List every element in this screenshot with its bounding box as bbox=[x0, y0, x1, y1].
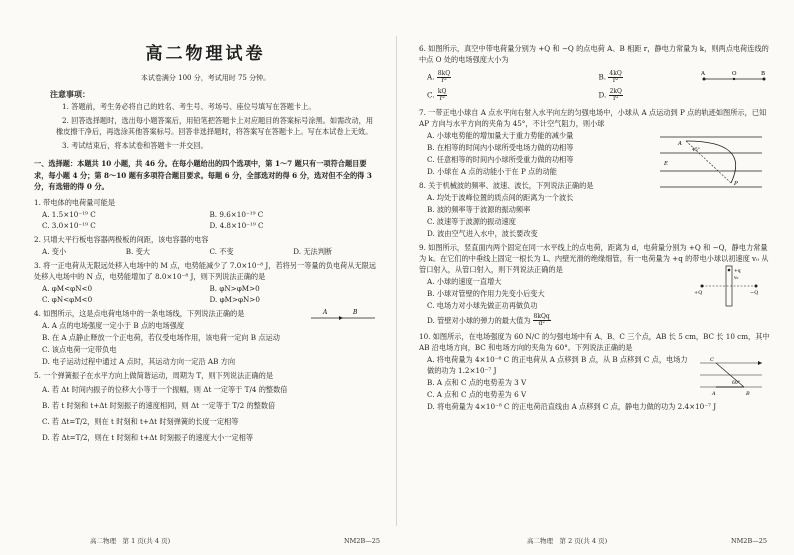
page-footer bbox=[90, 538, 380, 545]
option-d: D. 小球在 A 点的动能小于在 P 点的动能 bbox=[427, 167, 557, 176]
option-a: A. 将电荷量为 4×10⁻⁸ C 的正电荷从 A 点移到 B 点，从 B 点移到 C 点，电场力做的功为 1.2×10⁻⁷ J bbox=[427, 355, 688, 375]
notice-item: 1. 答题前，考生务必将自己的姓名、考生号、考场号、座位号填写在答题卡上。 bbox=[62, 102, 316, 111]
page-title: 高二物理试卷 bbox=[145, 44, 266, 64]
option-c: C. 若 Δt=T/2，则在 t 时刻和 t+Δt 时刻弹簧的长度一定相等 bbox=[42, 416, 239, 426]
question-5 bbox=[34, 370, 377, 443]
option-c: C. 电场力对小球先做正功再做负功 bbox=[427, 301, 538, 310]
option-a: A. 变小 bbox=[42, 246, 67, 256]
question-stem: 4. 如图所示，这是点电荷电场中的一条电场线，下列说法正确的是 bbox=[34, 308, 245, 318]
option-c: C. 该点电荷一定带负电 bbox=[42, 344, 117, 354]
question-3 bbox=[34, 260, 377, 305]
option-b: B. A 点和 C 点的电势差为 3 V bbox=[427, 378, 527, 387]
fraction: $\frac{\text{8kQq}}{\text{d²}}$ bbox=[533, 312, 550, 327]
page-footer bbox=[527, 538, 767, 545]
charge-right-label: −Q bbox=[750, 290, 759, 296]
fraction: $\frac{8kQ}{\text{r²}}$ bbox=[437, 69, 451, 84]
option-c: C. 3.0×10⁻¹⁹ C bbox=[42, 220, 96, 230]
trajectory-figure bbox=[656, 131, 766, 191]
option-d: D. bbox=[598, 90, 607, 99]
field-line-figure bbox=[309, 308, 377, 324]
fraction: $\frac{kQ}{\text{r²}}$ bbox=[437, 87, 447, 102]
notice-section bbox=[34, 90, 377, 151]
exam-info: 本试卷满分 100 分，考试用时 75 分钟。 bbox=[140, 74, 271, 82]
option-b: B. 波的频率等于波源的振动频率 bbox=[427, 205, 531, 214]
option-b: B. 9.6×10⁻¹⁹ C bbox=[209, 209, 264, 219]
option-c: C. 任意相等的时间内小球所受重力做的功相等 bbox=[427, 155, 574, 164]
point-a-label: A bbox=[712, 391, 716, 397]
velocity-label: v₀ bbox=[734, 276, 739, 281]
option-d: D. 4.8×10⁻¹⁹ C bbox=[209, 220, 264, 230]
option-b: B. 在相等的时间内小球所受电场力做的功相等 bbox=[427, 143, 574, 152]
question-stem: 6. 如图所示，真空中带电荷量分别为 +Q 和 −Q 的点电荷 A、B 相距 r，静电力常量为 k，则两点电荷连线的中点 O 处的电场强度大小为 bbox=[419, 44, 769, 64]
footer-code: NM2B—25 bbox=[730, 536, 767, 545]
notice-heading: 注意事项： bbox=[50, 89, 90, 99]
question-stem: 5. 一个弹簧振子在水平方向上做简谐运动，周期为 T，则下列说法正确的是 bbox=[34, 370, 274, 380]
point-c-label: C bbox=[710, 357, 714, 363]
fraction: $\frac{2kQ}{\text{r²}}$ bbox=[609, 87, 622, 102]
charge-left-label: +Q bbox=[694, 290, 703, 296]
question-10 bbox=[419, 331, 770, 412]
option-a: A. φM<φN<0 bbox=[42, 283, 93, 293]
ball-label: +q bbox=[734, 269, 741, 274]
footer-code: NM2B—25 bbox=[343, 536, 380, 545]
charge-b-label: B bbox=[761, 71, 766, 77]
fraction: $\frac{4kQ}{\text{r²}}$ bbox=[609, 69, 622, 84]
question-stem: 10. 如图所示，在电场强度为 60 N/C 的匀强电场中有 A、B、C 三个点，AB 长 5 cm，BC 长 10 cm，其中 AB 沿电场方向，BC 和电场方向的夹角为 60°。下列说法正确的是 bbox=[419, 332, 770, 352]
tube-figure bbox=[694, 264, 764, 308]
option-c: C. bbox=[427, 90, 435, 99]
option-d: D. 电子运动过程中通过 A 点时，其运动方向一定沿 AB 方向 bbox=[42, 356, 236, 366]
question-1 bbox=[34, 197, 377, 231]
option-b: B. 小球对管壁的作用力先变小后变大 bbox=[427, 289, 545, 298]
point-a-label: A bbox=[323, 308, 328, 316]
option-c: C. 波速等于波源的振动速度 bbox=[427, 217, 516, 226]
question-6 bbox=[419, 43, 770, 104]
field-triangle-figure bbox=[696, 355, 766, 399]
question-stem: 7. 一带正电小球自 A 点水平向右射入水平向左的匀强电场中，小球从 A 点运动到 P 点的轨迹如图所示，已知 AP 方向与水平方向的夹角为 45°，不计空气阻力，则小球 bbox=[419, 108, 767, 128]
option-c: C. A 点和 C 点的电势差为 6 V bbox=[427, 390, 527, 399]
question-stem: 9. 如图所示，竖直面内两个固定在同一水平线上的点电荷，距离为 d，电荷量分别为 +Q 和 −Q，静电力常量为 k。在它们的中垂线上固定一根长为 L、内壁光滑的绝缘细管，有一电荷量为 +q 的带电小球以初速度 v₀ 从管口射入，从管口射入，则下列说法正确的是 bbox=[419, 243, 769, 274]
option-d: D. 若 Δt=T/2，则在 t 时刻和 t+Δt 时刻振子的速度大小一定相等 bbox=[42, 432, 254, 442]
question-9 bbox=[419, 242, 770, 328]
question-stem: 3. 将一正电荷从无限远处移入电场中的 M 点，电势能减少了 7.0×10⁻⁸ J，若将另一等量的负电荷从无限远处移入电场中的 N 点，电势能增加了 8.0×10⁻⁸ J，则下列说法正确的是 bbox=[34, 260, 377, 281]
option-d: D. 无法判断 bbox=[293, 246, 333, 256]
page-2 bbox=[397, 0, 794, 555]
notice-item: 2. 回答选择题时，选出每小题答案后，用铅笔把答题卡上对应题目的答案标号涂黑。如需改动，用橡皮擦干净后，再选涂其他答案标号。回答非选择题时，将答案写在答题卡上。写在本试卷上无效。 bbox=[56, 116, 374, 136]
section-heading: 一、选择题：本题共 10 小题，共 46 分。在每小题给出的四个选项中，第 1～7 题只有一项符合题目要求，每小题 4 分；第 8～10 题有多项符合题目要求。每题 6 分，全部选对的得 6 分，选对但不全的得 3 分，有选错的得 0 分。 bbox=[34, 159, 372, 191]
option-b: B. φN>φM>0 bbox=[209, 283, 260, 293]
notice-item: 3. 考试结束后，将本试卷和答题卡一并交回。 bbox=[62, 141, 208, 150]
option-d: D. 将电荷量为 4×10⁻⁸ C 的正电荷沿直线由 A 点移到 C 点，静电力做的功为 2.4×10⁻⁷ J bbox=[427, 402, 717, 411]
option-c: C. φN<φM<0 bbox=[42, 294, 93, 304]
option-b: B. 若 t 时刻和 t+Δt 时刻振子的速度相同，则 Δt 一定等于 T/2 的整数倍 bbox=[42, 400, 276, 410]
option-a: A. 若 Δt 时间内振子的位移大小等于一个振幅，则 Δt 一定等于 T/4 的整数倍 bbox=[42, 384, 288, 394]
option-b: B. 变大 bbox=[125, 246, 150, 256]
option-a: A. 1.5×10⁻¹⁹ C bbox=[42, 209, 96, 219]
option-a: A. A 点的电场强度一定小于 B 点的电场强度 bbox=[42, 320, 185, 330]
option-d: D. φM>φN>0 bbox=[209, 294, 260, 304]
question-stem: 2. 只增大平行板电容器两极板的间距，该电容器的电容 bbox=[34, 234, 209, 244]
option-a: A. 小球电势能的增加量大于重力势能的减少量 bbox=[427, 131, 574, 140]
point-p-label: P bbox=[734, 181, 738, 187]
angle-label: 45° bbox=[692, 148, 700, 153]
option-c: C. 不变 bbox=[209, 246, 234, 256]
option-a: A. 小球的速度一直增大 bbox=[427, 277, 502, 286]
option-d-text: D. 管壁对小球的弹力的最大值为 bbox=[427, 315, 531, 325]
option-b: B. 在 A 点静止释放一个正电荷，若仅受电场作用，该电荷一定向 B 点运动 bbox=[42, 332, 280, 342]
charge-a-label: A bbox=[701, 71, 705, 77]
option-a: A. 均处于波峰位置的质点间的距离为一个波长 bbox=[427, 193, 574, 202]
point-b-label: B bbox=[353, 308, 358, 316]
question-2 bbox=[34, 234, 377, 257]
question-4 bbox=[34, 308, 377, 367]
question-stem: 1. 带电体的电荷量可能是 bbox=[34, 197, 116, 207]
field-e-label: E bbox=[664, 161, 669, 167]
question-stem: 8. 关于机械波的频率、波速、波长，下列说法正确的是 bbox=[419, 181, 594, 190]
point-o-label: O bbox=[732, 71, 737, 77]
footer-page: 高二物理 第 2 页(共 4 页) bbox=[527, 536, 608, 545]
charges-figure bbox=[698, 69, 770, 87]
angle-label: 60° bbox=[732, 381, 740, 386]
option-d: D. 波由空气进入水中，波长要改变 bbox=[427, 229, 538, 238]
point-a-label: A bbox=[678, 141, 682, 147]
option-a: A. bbox=[427, 72, 435, 81]
option-d bbox=[427, 312, 770, 328]
footer-page: 高二物理 第 1 页(共 4 页) bbox=[90, 536, 171, 545]
option-b: B. bbox=[598, 72, 607, 81]
point-b-label: B bbox=[746, 391, 750, 397]
